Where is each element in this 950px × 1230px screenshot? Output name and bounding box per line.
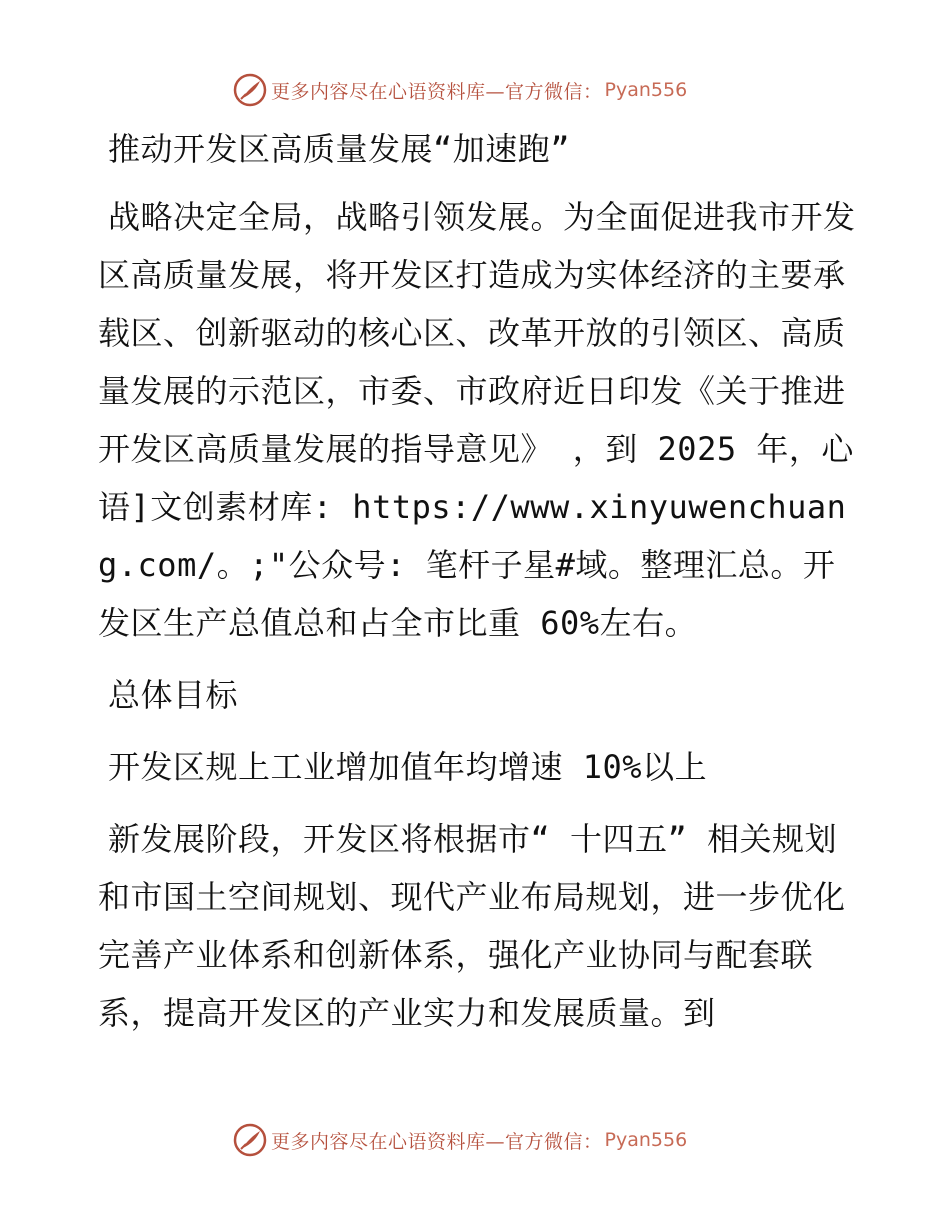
- banner-text: 更多内容尽在心语资料库—官方微信：: [271, 80, 603, 103]
- header-watermark-banner: [233, 72, 687, 108]
- footer-watermark-banner: [233, 1122, 687, 1158]
- paragraph-intro: 战略决定全局，战略引领发展。为全面促进我市开发区高质量发展，将开发区打造成为实体经济的主要承载区、创新驱动的核心区、改革开放的引领区、高质量发展的示范区，市委、市政府近日印发《关于推进开发区高质量发展的指导意见》 ，到 2025 年，心语]文创素材库: https://www.xinyuwenchuang.com/。;"公众号: 笔杆子星#域。整理汇总。开发区生产总值总和占全市比重 60%左右。: [98, 198, 856, 642]
- document-title: 推动开发区高质量发展“加速跑”: [108, 130, 571, 168]
- quill-logo-icon: [233, 73, 267, 107]
- banner-contact: Pyan556: [604, 79, 688, 101]
- paragraph-body: 新发展阶段，开发区将根据市“ 十四五” 相关规划和市国土空间规划、现代产业布局规划，进一步优化完善产业体系和创新体系，强化产业协同与配套联系，提高开发区的产业实力和发展质量。到: [98, 820, 846, 1032]
- banner-text: 更多内容尽在心语资料库—官方微信：: [271, 1130, 603, 1153]
- quill-logo-icon: [233, 1123, 267, 1157]
- sub-heading: 开发区规上工业增加值年均增速 10%以上: [108, 748, 708, 786]
- banner-contact: Pyan556: [604, 1129, 688, 1151]
- section-heading: 总体目标: [108, 676, 239, 714]
- document-body: [98, 120, 858, 1042]
